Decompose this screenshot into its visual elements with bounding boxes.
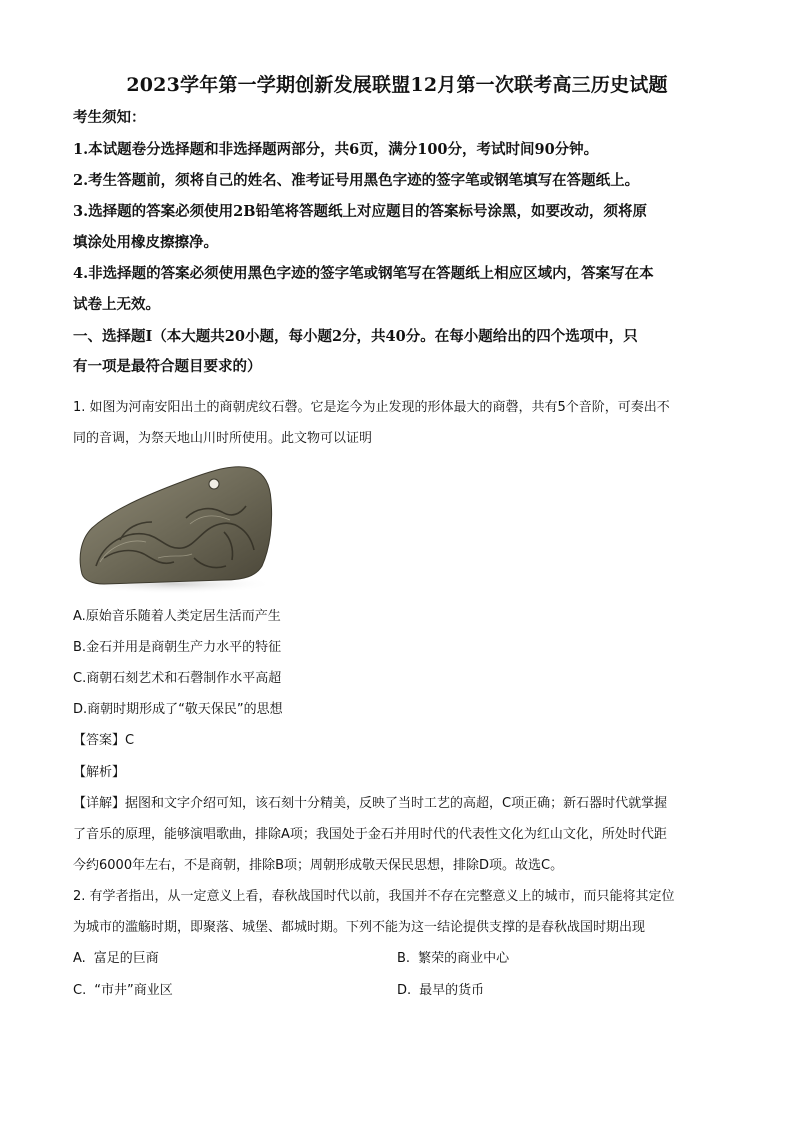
notice-line-2: 2.考生答题前，须将自己的姓名、准考证号用黑色字迹的签字笔或钢笔填写在答题纸上。 [73,172,640,189]
stone-chime-illustration [74,462,276,594]
option-letter: D. [397,983,412,998]
question-1-line-2: 同的音调，为祭天地山川时所使用。此文物可以证明 [73,431,373,446]
detail-tag: 【详解】 [73,796,126,811]
question-1-option-c [73,669,723,689]
question-1-option-d [73,700,723,720]
option-letter: C. [73,983,87,998]
option-text: 商朝时期形成了“敬天保民”的思想 [87,702,283,717]
option-letter: B. [73,640,87,655]
question-1-analysis-tag: 【解析】 [73,765,126,780]
option-letter: A. [73,609,86,624]
question-1-option-a [73,607,723,627]
option-letter: D. [73,702,88,717]
option-letter: B. [397,951,411,966]
option-text: 繁荣的商业中心 [418,951,510,966]
answer-tag: 【答案】 [73,733,126,748]
question-1-detail-line-2: 了音乐的原理，能够演唱歌曲，排除A项；我国处于金石并用时代的代表性文化为红山文化，所处时代距 [73,827,667,842]
question-1-line-1: 1. 如图为河南安阳出土的商朝虎纹石磬。它是迄今为止发现的形体最大的商磬，共有5个音阶，可奏出不 [73,400,670,415]
option-text: 原始音乐随着人类定居生活而产生 [85,609,281,624]
notice-heading: 考生须知： [73,109,146,126]
question-2-option-c [73,981,173,1001]
question-1-detail-line-1 [73,794,723,814]
section-heading-line-2: 有一项是最符合题目要求的） [73,358,262,375]
option-text: 金石并用是商朝生产力水平的特征 [86,640,282,655]
answer-value: C [125,733,135,748]
option-letter: A. [73,951,86,966]
option-text: 商朝石刻艺术和石磬制作水平高超 [86,671,282,686]
detail-text: 据图和文字介绍可知，该石刻十分精美，反映了当时工艺的高超，C项正确；新石器时代就掌握 [125,796,668,811]
option-text: “市井”商业区 [94,983,173,998]
question-2-line-2: 为城市的滥觞时期，即聚落、城堡、都城时期。下列不能为这一结论提供支撑的是春秋战国时期出现 [73,920,646,935]
page-title: 2023学年第一学期创新发展联盟12月第一次联考高三历史试题 [126,74,668,96]
stone-chime-image [74,462,276,594]
notice-line-6: 试卷上无效。 [73,296,160,313]
notice-line-4: 填涂处用橡皮擦擦净。 [73,234,218,251]
question-2-option-a [73,949,159,969]
option-letter: C. [73,671,87,686]
section-heading-line-1: 一、选择题Ⅰ（本大题共20小题，每小题2分，共40分。在每小题给出的四个选项中，只 [73,328,638,345]
question-1-option-b [73,638,723,658]
question-1-detail-line-3: 今约6000年左右，不是商朝，排除B项；周朝形成敬天保民思想，排除D项。故选C。 [73,858,564,873]
question-2-option-b [397,949,509,969]
question-2-line-1: 2. 有学者指出，从一定意义上看，春秋战国时代以前，我国并不存在完整意义上的城市，而只能将其定位 [73,889,675,904]
notice-line-1: 1.本试题卷分选择题和非选择题两部分，共6页，满分100分，考试时间90分钟。 [73,141,599,158]
question-1-answer [73,731,723,751]
option-text: 富足的巨商 [93,951,159,966]
question-2-option-d [397,981,484,1001]
notice-line-5: 4.非选择题的答案必须使用黑色字迹的签字笔或钢笔写在答题纸上相应区域内，答案写在本 [73,265,654,282]
notice-line-3: 3.选择题的答案必须使用2B铅笔将答题纸上对应题目的答案标号涂黑，如要改动，须将原 [73,203,647,220]
option-text: 最早的货币 [419,983,485,998]
